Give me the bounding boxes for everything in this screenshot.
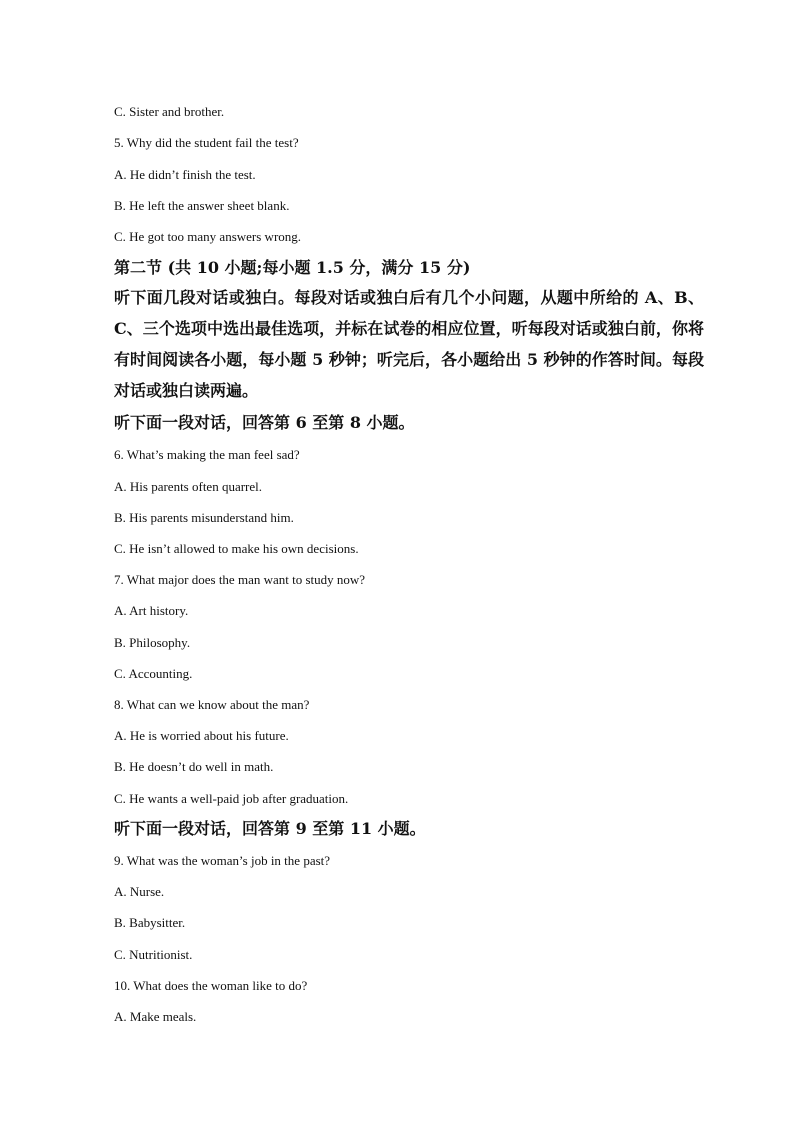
section-heading: 第二节 (共 10 小题;每小题 1.5 分，满分 15 分) [114,258,471,277]
option-q8-c: C. He wants a well-paid job after graduation. [114,791,349,806]
question-10: 10. What does the woman like to do? [114,978,308,993]
option-q6-a: A. His parents often quarrel. [114,479,263,494]
option-q8-a: A. He is worried about his future. [114,728,289,743]
question-8: 8. What can we know about the man? [114,697,310,712]
option-q5-b: B. He left the answer sheet blank. [114,198,290,213]
option-q5-a: A. He didn’t finish the test. [114,167,256,182]
question-5: 5. Why did the student fail the test? [114,135,299,150]
dialogue-heading-9-11: 听下面一段对话，回答第 9 至第 11 小题。 [114,819,426,838]
option-q6-b: B. His parents misunderstand him. [114,510,294,525]
option-q4-c: C. Sister and brother. [114,104,225,119]
option-q9-c: C. Nutritionist. [114,947,193,962]
question-9: 9. What was the woman’s job in the past? [114,853,331,868]
question-7: 7. What major does the man want to study now? [114,572,366,587]
option-q7-a: A. Art history. [114,603,189,618]
section-instructions: 听下面几段对话或独白。每段对话或独白后有几个小问题，从题中所给的 A、B、C、三个选项中选出最佳选项，并标在试卷的相应位置，听每段对话或独白前，你将有时间阅读各小题，每小题 5 秒钟；听完后，各小题给出 5 秒钟的作答时间。每段对话或独白读两遍。 [114,288,704,400]
option-q8-b: B. He doesn’t do well in math. [114,759,274,774]
option-q7-b: B. Philosophy. [114,635,191,650]
option-q6-c: C. He isn’t allowed to make his own decisions. [114,541,359,556]
option-q10-a: A. Make meals. [114,1009,197,1024]
option-q5-c: C. He got too many answers wrong. [114,229,302,244]
option-q9-b: B. Babysitter. [114,915,186,930]
question-6: 6. What’s making the man feel sad? [114,447,300,462]
option-q7-c: C. Accounting. [114,666,193,681]
option-q9-a: A. Nurse. [114,884,165,899]
dialogue-heading-6-8: 听下面一段对话，回答第 6 至第 8 小题。 [114,413,415,432]
